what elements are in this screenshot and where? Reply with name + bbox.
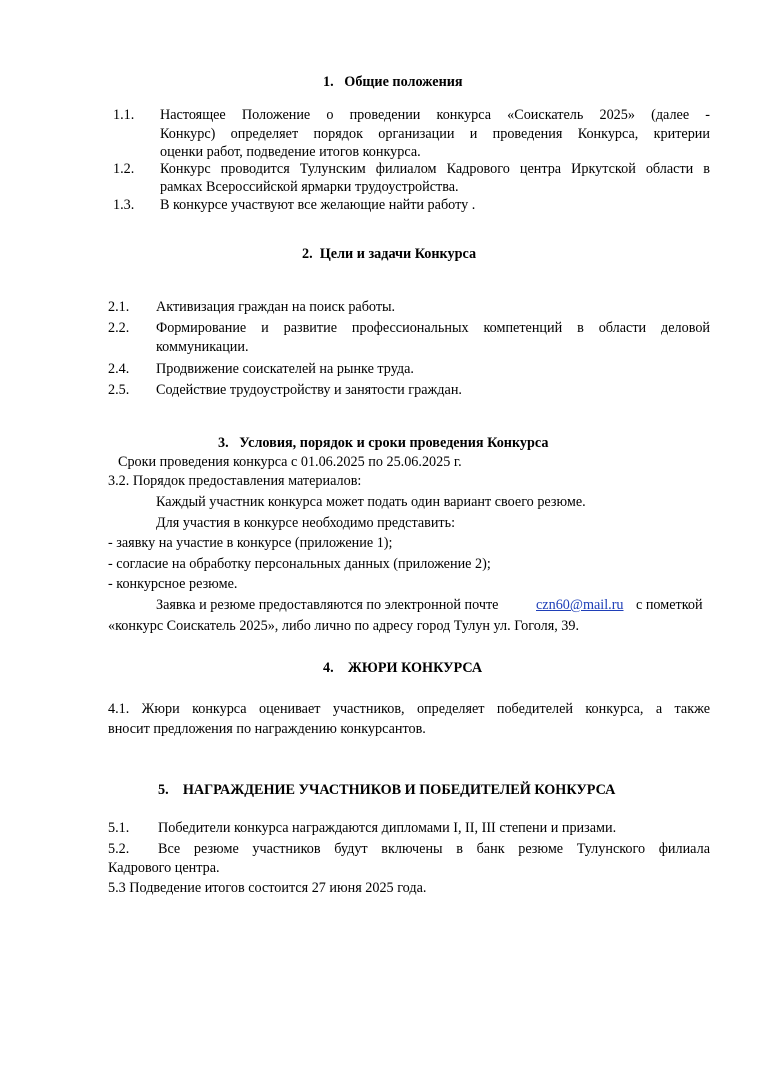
submit-address: «конкурс Соискатель 2025», либо лично по адресу город Тулун ул. Гоголя, 39.: [108, 618, 580, 634]
paragraph: Для участия в конкурсе необходимо представить:: [156, 515, 456, 531]
item-number: 1.1.: [113, 107, 135, 123]
paragraph: Каждый участник конкурса может подать один вариант своего резюме.: [156, 494, 586, 510]
item-text: Продвижение соискателей на рынке труда.: [156, 361, 414, 377]
item-text: Содействие трудоустройству и занятости граждан.: [156, 382, 462, 398]
item-text: оценки работ, подведение итогов конкурса.: [160, 144, 421, 160]
section-2-title: Цели и задачи Конкурса: [319, 246, 477, 262]
item-text: Кадрового центра.: [108, 860, 220, 876]
section-3-number: 3.: [218, 435, 229, 451]
materials-order: 3.2. Порядок предоставления материалов:: [108, 473, 362, 489]
submit-text: Заявка и резюме предоставляются по электронной почте: [156, 597, 499, 613]
item-text: Конкурс) определяет порядок организации и проведения Конкурса, критерии: [160, 126, 710, 142]
item-text: Формирование и развитие профессиональных компетенций в области деловой: [156, 320, 710, 336]
section-5-number: 5.: [158, 782, 169, 798]
item-text: коммуникации.: [156, 339, 249, 355]
section-3-heading: [218, 434, 548, 453]
contest-dates: Сроки проведения конкурса с 01.06.2025 по 25.06.2025 г.: [118, 454, 462, 470]
results-date: 5.3 Подведение итогов состоится 27 июня 2025 года.: [108, 880, 427, 896]
item-number: 1.2.: [113, 161, 135, 177]
item-number: 5.1.: [108, 820, 130, 836]
item-text: рамках Всероссийской ярмарки трудоустройства.: [160, 179, 459, 195]
submit-text-tail: с пометкой: [636, 597, 703, 613]
item-text: Настоящее Положение о проведении конкурса «Соискатель 2025» (далее -: [160, 107, 710, 123]
jury-text: 4.1. Жюри конкурса оценивает участников, определяет победителей конкурса, а также: [108, 701, 710, 717]
item-text: Конкурс проводится Тулунским филиалом Кадрового центра Иркутской области в: [160, 161, 710, 177]
item-number: 5.2.: [108, 841, 130, 857]
jury-text: вносит предложения по награждению конкурсантов.: [108, 721, 426, 737]
item-number: 1.3.: [113, 197, 135, 213]
section-1-title: Общие положения: [344, 74, 463, 90]
item-number: 2.5.: [108, 382, 130, 398]
email-link[interactable]: czn60@mail.ru: [536, 597, 624, 613]
list-item: - согласие на обработку персональных данных (приложение 2);: [108, 556, 491, 572]
section-1-number: 1.: [323, 74, 334, 90]
section-3-title: Условия, порядок и сроки проведения Конкурса: [239, 435, 549, 451]
item-text: В конкурсе участвуют все желающие найти работу .: [160, 197, 476, 213]
item-number: 2.4.: [108, 361, 130, 377]
section-5-heading: [158, 781, 615, 800]
section-4-number: 4.: [323, 660, 334, 676]
section-4-heading: [323, 659, 482, 678]
section-5-title: НАГРАЖДЕНИЕ УЧАСТНИКОВ И ПОБЕДИТЕЛЕЙ КОНКУРСА: [182, 782, 616, 798]
section-4-title: ЖЮРИ КОНКУРСА: [347, 660, 483, 676]
item-text: Победители конкурса награждаются дипломами I, II, III степени и призами.: [158, 820, 617, 836]
item-text: Активизация граждан на поиск работы.: [156, 299, 396, 315]
list-item: - заявку на участие в конкурсе (приложение 1);: [108, 535, 393, 551]
item-text: Все резюме участников будут включены в банк резюме Тулунского филиала: [158, 841, 710, 857]
item-number: 2.2.: [108, 320, 130, 336]
item-number: 2.1.: [108, 299, 130, 315]
section-2-number: 2.: [302, 246, 313, 262]
section-2-heading: [302, 245, 476, 264]
section-1-heading: [323, 73, 463, 92]
list-item: - конкурсное резюме.: [108, 576, 238, 592]
